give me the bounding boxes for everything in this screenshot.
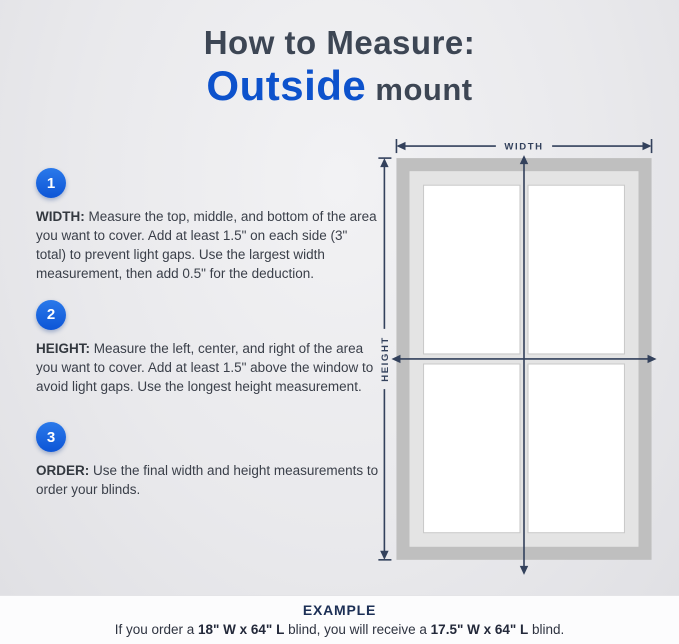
example-heading: EXAMPLE bbox=[302, 602, 377, 618]
example-received-size: 17.5" W x 64" L bbox=[430, 622, 529, 637]
step-1-body: Measure the top, middle, and bottom of the area you want to cover. Add at least 1.5" on each side (3" total) to prevent light gaps. Use the largest width measurement, then add 0.5" for the deduction. bbox=[36, 209, 377, 282]
step-2-body: Measure the left, center, and right of the area you want to cover. Add at least 1.5" above the window to avoid light gaps. Use the longest height measurement. bbox=[36, 340, 374, 394]
step-3-body: Use the final width and height measurements to order your blinds. bbox=[36, 463, 379, 498]
example-suffix: blind. bbox=[528, 622, 565, 637]
title-line2 bbox=[0, 64, 679, 118]
window-diagram-svg bbox=[378, 136, 670, 598]
example-ordered-size: 18" W x 64" L bbox=[198, 622, 285, 637]
example-middle: blind, you will receive a bbox=[284, 622, 431, 637]
step-1-label: WIDTH: bbox=[36, 209, 85, 224]
center-horizontal-arrowhead-right-icon bbox=[648, 355, 657, 363]
window-pane-top-right bbox=[528, 185, 624, 354]
step-2-label: HEIGHT: bbox=[36, 340, 90, 356]
step-3-text bbox=[36, 461, 380, 499]
step-width bbox=[36, 168, 380, 284]
title-mount-word: mount bbox=[366, 72, 473, 107]
window-pane-bottom-left bbox=[424, 364, 520, 533]
step-3-number-icon: 3 bbox=[36, 422, 66, 452]
width-arrowhead-left-icon bbox=[396, 142, 405, 150]
window-measure-diagram bbox=[378, 136, 670, 598]
step-order bbox=[36, 422, 380, 499]
width-arrowhead-right-icon bbox=[643, 142, 652, 150]
width-label: WIDTH bbox=[504, 141, 544, 153]
title-mount-type: Outside bbox=[206, 62, 367, 109]
step-2-text bbox=[36, 339, 380, 396]
height-arrowhead-top-icon bbox=[380, 158, 388, 167]
step-1-number-icon: 1 bbox=[36, 168, 66, 198]
step-height bbox=[36, 300, 380, 396]
center-horizontal-arrowhead-left-icon bbox=[391, 355, 400, 363]
window-pane-bottom-right bbox=[528, 364, 624, 533]
steps-list bbox=[36, 168, 380, 515]
example-section bbox=[0, 595, 679, 644]
step-2-number-icon: 2 bbox=[36, 300, 66, 330]
step-1-text bbox=[36, 207, 380, 284]
step-3-label: ORDER: bbox=[36, 463, 90, 479]
example-text bbox=[0, 622, 679, 637]
title-line1: How to Measure: bbox=[203, 24, 476, 61]
window-pane-top-left bbox=[424, 185, 520, 354]
height-arrowhead-bottom-icon bbox=[380, 551, 388, 560]
example-prefix: If you order a bbox=[114, 622, 198, 637]
page-title bbox=[0, 24, 679, 118]
height-label: HEIGHT bbox=[379, 336, 391, 382]
center-vertical-arrowhead-bottom-icon bbox=[520, 566, 528, 575]
